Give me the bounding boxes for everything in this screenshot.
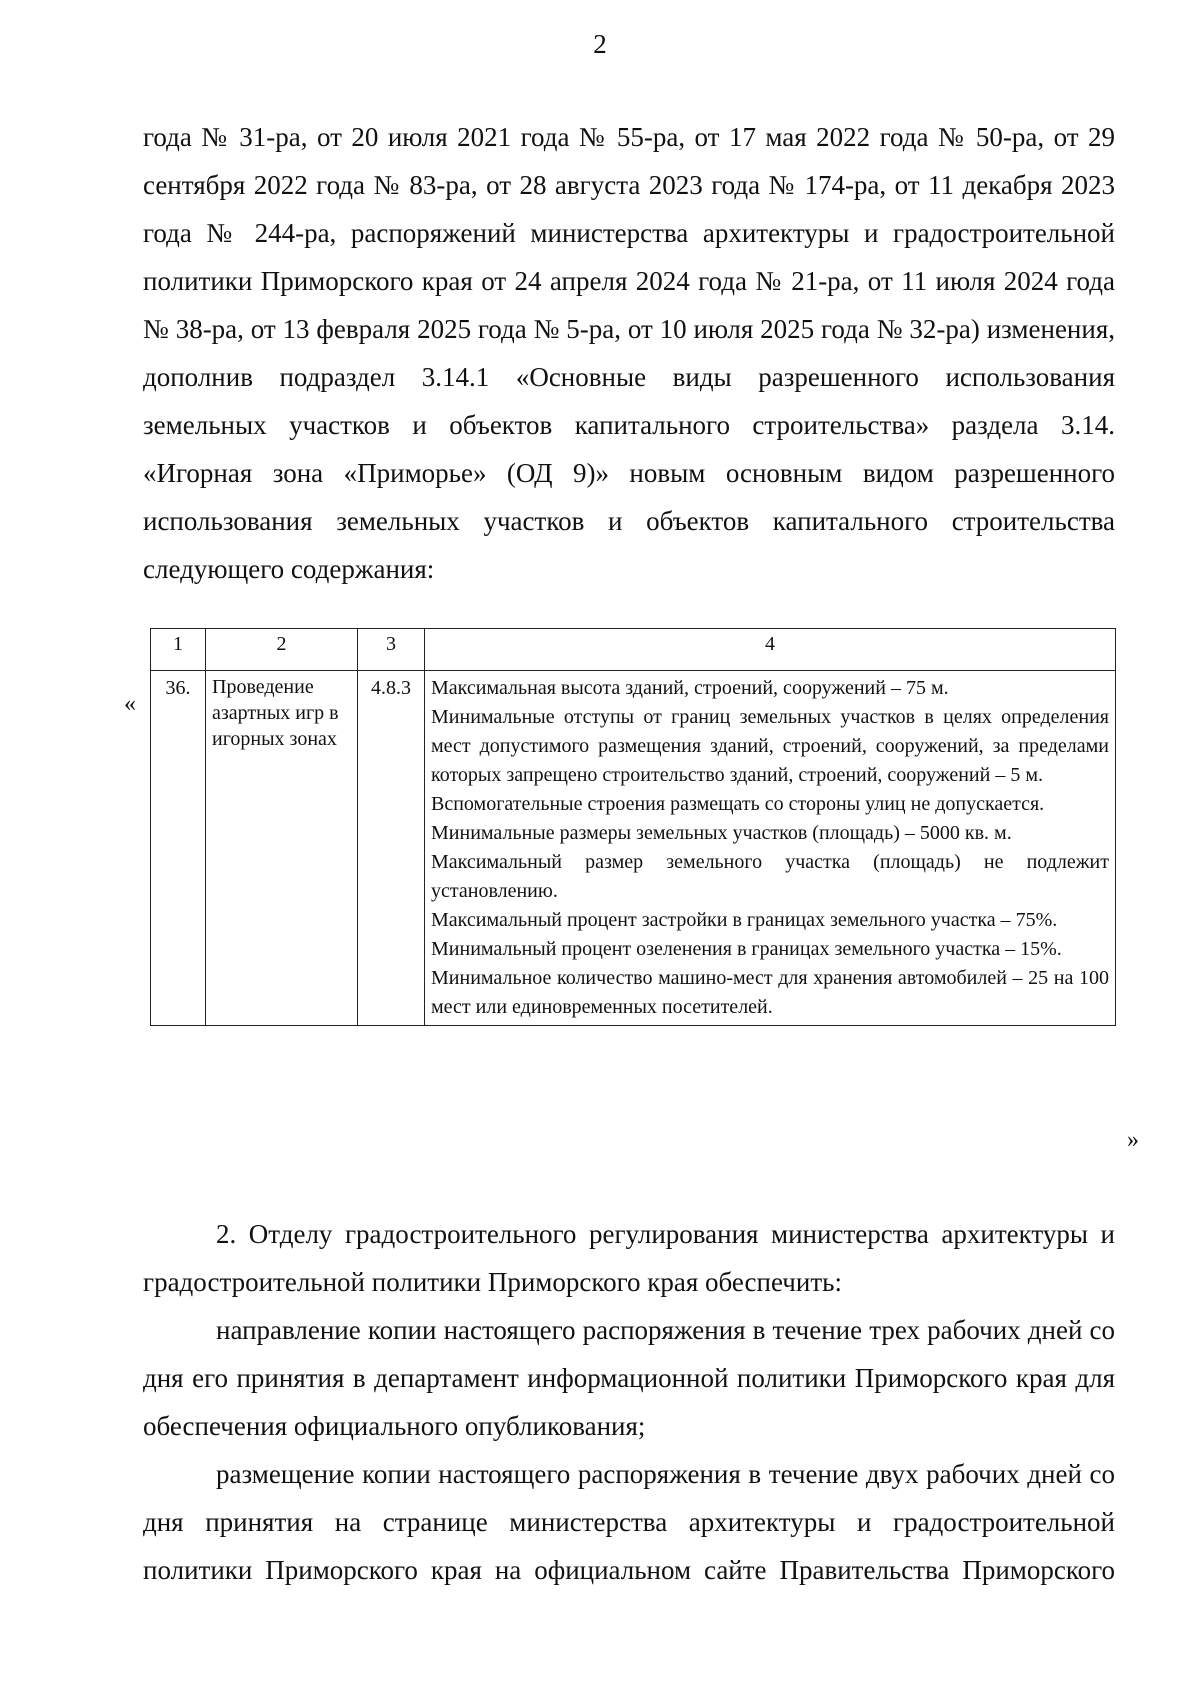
parameter-line: Максимальный размер земельного участка (площадь) не подлежит установлению. — [431, 851, 1109, 902]
page-number: 2 — [593, 29, 607, 59]
use-type-name-cell: Проведение азартных игр в игорных зонах — [206, 671, 358, 1026]
section-2-item-2: размещение копии настоящего распоряжения в течение двух рабочих дней со дня принятия на странице министерства архитектуры и градостроительной политики Приморского края на официальном сайте Правительства Приморского — [143, 1459, 1115, 1585]
parameters-cell — [425, 671, 1116, 1026]
parameter-line: Минимальное количество машино-мест для хранения автомобилей – 25 на 100 мест или единовременных посетителей. — [431, 967, 1109, 1018]
section-2 — [143, 1210, 1115, 1594]
table-row — [151, 671, 1116, 1026]
parameter-line: Максимальный процент застройки в границах земельного участка – 75%. — [431, 909, 1058, 931]
parameter-line: Максимальная высота зданий, строений, сооружений – 75 м. — [431, 677, 949, 699]
land-use-table — [150, 628, 1116, 1026]
parameter-line: Вспомогательные строения размещать со стороны улиц не допускается. — [431, 793, 1045, 815]
row-number-cell: 36. — [151, 671, 206, 1026]
use-type-code-cell: 4.8.3 — [358, 671, 425, 1026]
section-2-heading: 2. Отделу градостроительного регулирования министерства архитектуры и градостроительной политики Приморского края обеспечить: — [143, 1219, 1115, 1297]
table-header-row — [151, 629, 1116, 671]
parameter-line: Минимальные отступы от границ земельных участков в целях определения мест допустимого размещения зданий, строений, сооружений, за пределами которых запрещено строительство зданий, строений, сооружений – 5 м. — [431, 706, 1109, 786]
table-header-cell: 3 — [358, 629, 425, 671]
intro-paragraph: года № 31-ра, от 20 июля 2021 года № 55-ра, от 17 мая 2022 года № 50-ра, от 29 сентября 2022 года № 83-ра, от 28 августа 2023 года № 174-ра, от 11 декабря 2023 года № 244-ра, распоряжений министерства архитектуры и градостроительной политики Приморского края от 24 апреля 2024 года № 21-ра, от 11 июля 2024 года № 38-ра, от 13 февраля 2025 года № 5-ра, от 10 июля 2025 года № 32-ра) изменения, дополнив подраздел 3.14.1 «Основные виды разрешенного использования земельных участков и объектов капитального строительства» раздела 3.14. «Игорная зона «Приморье» (ОД 9)» новым основным видом разрешенного использования земельных участков и объектов капитального строительства следующего содержания: — [143, 122, 1115, 584]
table-header-cell: 1 — [151, 629, 206, 671]
closing-quote-mark: » — [1127, 1127, 1139, 1153]
table-header-cell: 2 — [206, 629, 358, 671]
opening-quote-mark: « — [124, 691, 136, 717]
parameter-line: Минимальный процент озеленения в границах земельного участка – 15%. — [431, 938, 1062, 960]
table-header-cell: 4 — [425, 629, 1116, 671]
parameter-line: Минимальные размеры земельных участков (площадь) – 5000 кв. м. — [431, 822, 1012, 844]
section-2-item-1: направление копии настоящего распоряжения в течение трех рабочих дней со дня его принятия в департамент информационной политики Приморского края для обеспечения официального опубликования; — [143, 1315, 1115, 1441]
